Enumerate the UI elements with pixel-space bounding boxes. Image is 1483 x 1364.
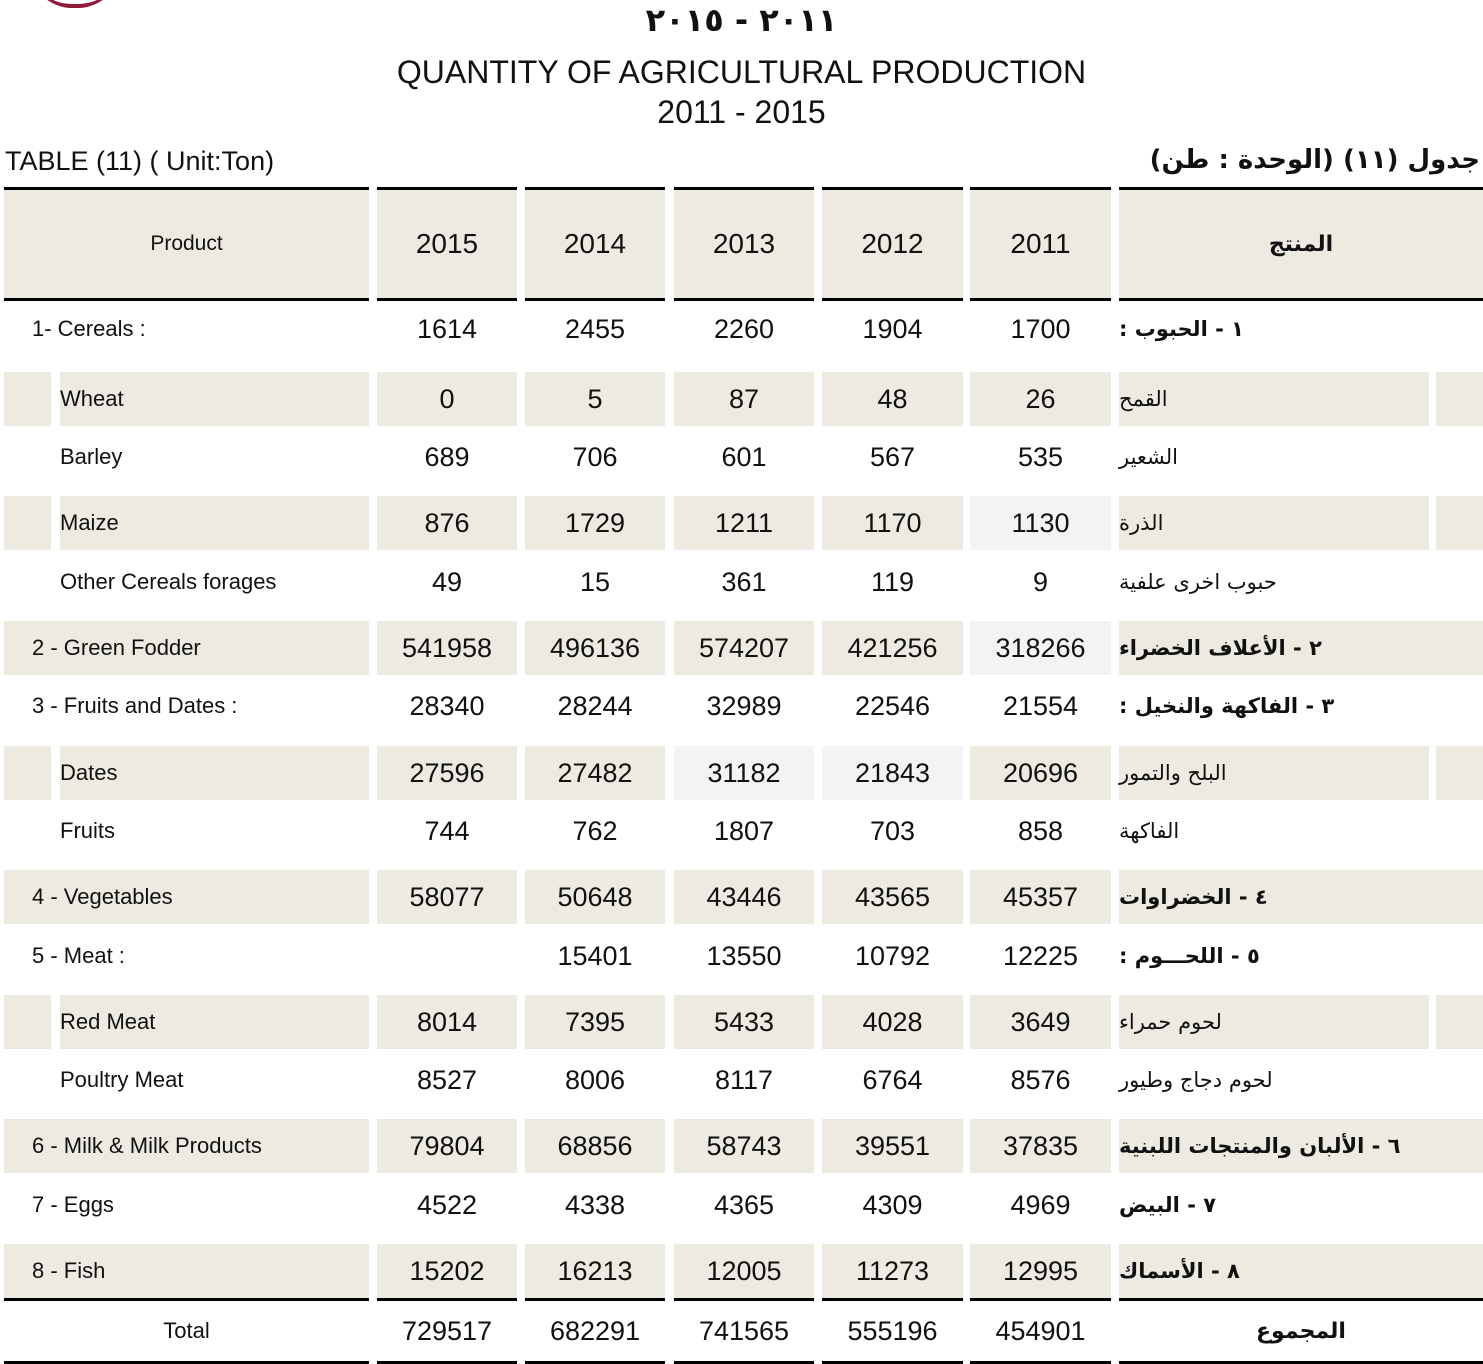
row-value: 26 — [970, 372, 1111, 426]
row-value: 1729 — [525, 496, 665, 550]
row-label-arabic: القمح — [1119, 372, 1429, 426]
row-value: 50648 — [525, 870, 665, 924]
row-value: 27482 — [525, 746, 665, 800]
row-value: 1211 — [674, 496, 814, 550]
row-value: 32989 — [706, 690, 782, 721]
row-value: 22546 — [854, 690, 931, 721]
column-header-year: 2015 — [377, 187, 517, 301]
total-label: Total — [4, 1298, 369, 1364]
row-label: Fruits — [60, 818, 115, 843]
row-value: 31182 — [674, 746, 814, 800]
column-header-product-arabic: المنتج — [1119, 187, 1483, 301]
row-value: 5 — [525, 372, 665, 426]
row-label-arabic: حبوب اخرى علفية — [1119, 570, 1277, 594]
row-value: 0 — [377, 372, 517, 426]
row-value: 45357 — [970, 870, 1111, 924]
row-value: 1130 — [970, 496, 1111, 550]
row-value: 8527 — [416, 1064, 478, 1095]
row-label-arabic: ٥ - اللحـــوم : — [1119, 944, 1260, 968]
row-value: 4338 — [564, 1189, 626, 1220]
row-label: 5 - Meat : — [32, 943, 125, 968]
table-label-arabic: جدول (١١) (الوحدة : طن) — [1149, 145, 1480, 175]
row-label-arabic: لحوم حمراء — [1119, 995, 1429, 1049]
row-value: 496136 — [525, 621, 665, 675]
row-value: 2260 — [713, 313, 775, 344]
row-value: 12005 — [674, 1244, 814, 1298]
row-value: 15202 — [377, 1244, 517, 1298]
row-label: 7 - Eggs — [32, 1192, 114, 1217]
page-title-arabic: ٢٠١١ - ٢٠١٥ — [645, 1, 838, 39]
row-value: 58743 — [674, 1119, 814, 1173]
row-indent-cell — [1436, 995, 1483, 1049]
row-value: 27596 — [377, 746, 517, 800]
row-value: 43565 — [822, 870, 963, 924]
row-value: 43446 — [674, 870, 814, 924]
row-value: 37835 — [970, 1119, 1111, 1173]
row-value: 8006 — [564, 1064, 626, 1095]
row-value: 1700 — [1010, 313, 1071, 344]
row-value: 858 — [1017, 815, 1064, 846]
row-value: 11273 — [822, 1244, 963, 1298]
row-label-arabic: لحوم دجاج وطيور — [1119, 1068, 1273, 1092]
row-label: Maize — [60, 496, 369, 550]
row-value: 10792 — [854, 940, 931, 971]
row-value: 318266 — [970, 621, 1111, 675]
column-header-year: 2012 — [822, 187, 963, 301]
column-header-product: Product — [4, 187, 369, 301]
row-label-arabic: ٧ - البيض — [1119, 1193, 1217, 1217]
total-value: 454901 — [970, 1298, 1111, 1364]
row-value: 3649 — [970, 995, 1111, 1049]
row-label: 2 - Green Fodder — [4, 621, 369, 675]
row-value: 4522 — [416, 1189, 478, 1220]
row-value: 21554 — [1002, 690, 1079, 721]
row-value: 8014 — [377, 995, 517, 1049]
row-value: 541958 — [377, 621, 517, 675]
row-indent-cell — [1436, 746, 1483, 800]
total-value: 682291 — [525, 1298, 665, 1364]
row-value: 58077 — [377, 870, 517, 924]
row-label: 6 - Milk & Milk Products — [4, 1119, 369, 1173]
row-indent-cell — [4, 372, 51, 426]
row-label: 1- Cereals : — [32, 316, 146, 341]
row-value: 4028 — [822, 995, 963, 1049]
row-indent-cell — [4, 496, 51, 550]
row-value: 28244 — [557, 690, 633, 721]
row-label: 4 - Vegetables — [4, 870, 369, 924]
table-label: TABLE (11) ( Unit:Ton) — [5, 146, 275, 176]
total-value: 555196 — [822, 1298, 963, 1364]
column-header-year: 2014 — [525, 187, 665, 301]
row-value: 2455 — [564, 313, 626, 344]
row-label-arabic: البلح والتمور — [1119, 746, 1429, 800]
row-value: 361 — [721, 566, 767, 597]
row-value: 7395 — [525, 995, 665, 1049]
row-label-arabic: الشعير — [1119, 445, 1179, 469]
row-value: 13550 — [706, 940, 782, 971]
row-label-arabic: ٦ - الألبان والمنتجات اللبنية — [1119, 1119, 1483, 1173]
row-label: 8 - Fish — [4, 1244, 369, 1298]
row-value: 49 — [431, 566, 463, 597]
row-value — [377, 929, 517, 983]
row-value: 28340 — [409, 690, 485, 721]
row-label: Poultry Meat — [60, 1067, 184, 1092]
row-value: 535 — [1017, 441, 1064, 472]
row-value: 1614 — [416, 313, 478, 344]
row-value: 48 — [822, 372, 963, 426]
total-label-arabic: المجموع — [1119, 1298, 1483, 1364]
row-value: 9 — [1032, 566, 1049, 597]
row-value: 421256 — [822, 621, 963, 675]
row-value: 12225 — [1002, 940, 1079, 971]
row-value: 8117 — [714, 1064, 774, 1095]
row-value: 79804 — [377, 1119, 517, 1173]
row-value: 6764 — [862, 1064, 923, 1095]
row-value: 39551 — [822, 1119, 963, 1173]
page-subtitle-years: 2011 - 2015 — [657, 94, 826, 130]
row-label: Red Meat — [60, 995, 369, 1049]
row-value: 20696 — [970, 746, 1111, 800]
row-value: 15401 — [557, 940, 633, 971]
page-title: QUANTITY OF AGRICULTURAL PRODUCTION — [396, 54, 1087, 90]
row-value: 1904 — [862, 313, 923, 344]
row-value: 703 — [869, 815, 916, 846]
row-value: 1170 — [822, 496, 963, 550]
row-indent-cell — [4, 746, 51, 800]
total-value: 741565 — [674, 1298, 814, 1364]
row-value: 1807 — [713, 815, 775, 846]
row-value: 15 — [579, 566, 611, 597]
row-value: 574207 — [674, 621, 814, 675]
row-value: 601 — [721, 441, 767, 472]
row-value: 876 — [377, 496, 517, 550]
row-label: Wheat — [60, 372, 369, 426]
row-indent-cell — [1436, 496, 1483, 550]
row-label: Barley — [60, 444, 123, 469]
row-value: 8576 — [1010, 1064, 1071, 1095]
row-value: 4365 — [713, 1189, 775, 1220]
row-value: 5433 — [674, 995, 814, 1049]
row-label: Dates — [60, 746, 369, 800]
row-label-arabic: ٤ - الخضراوات — [1119, 870, 1483, 924]
row-value: 87 — [674, 372, 814, 426]
row-value: 567 — [869, 441, 916, 472]
row-label-arabic: ١ - الحبوب : — [1119, 317, 1244, 341]
row-indent-cell — [1436, 372, 1483, 426]
total-value: 729517 — [377, 1298, 517, 1364]
row-value: 16213 — [525, 1244, 665, 1298]
row-value: 4309 — [862, 1189, 923, 1220]
row-value: 706 — [572, 441, 618, 472]
row-label-arabic: الذرة — [1119, 496, 1429, 550]
row-value: 4969 — [1010, 1189, 1071, 1220]
row-label: 3 - Fruits and Dates : — [32, 693, 238, 718]
row-value: 119 — [870, 566, 915, 597]
column-header-year: 2011 — [970, 187, 1111, 301]
row-value: 21843 — [822, 746, 963, 800]
column-header-year: 2013 — [674, 187, 814, 301]
row-label-arabic: ٨ - الأسماك — [1119, 1244, 1483, 1298]
row-value: 689 — [424, 441, 470, 472]
row-value: 762 — [572, 815, 618, 846]
row-value: 744 — [424, 815, 470, 846]
row-label-arabic: الفاكهة — [1119, 819, 1180, 843]
row-value: 68856 — [525, 1119, 665, 1173]
row-label: Other Cereals forages — [60, 569, 277, 594]
row-value: 12995 — [970, 1244, 1111, 1298]
row-indent-cell — [4, 995, 51, 1049]
row-label-arabic: ٣ - الفاكهة والنخيل : — [1119, 694, 1335, 718]
row-label-arabic: ٢ - الأعلاف الخضراء — [1119, 621, 1483, 675]
